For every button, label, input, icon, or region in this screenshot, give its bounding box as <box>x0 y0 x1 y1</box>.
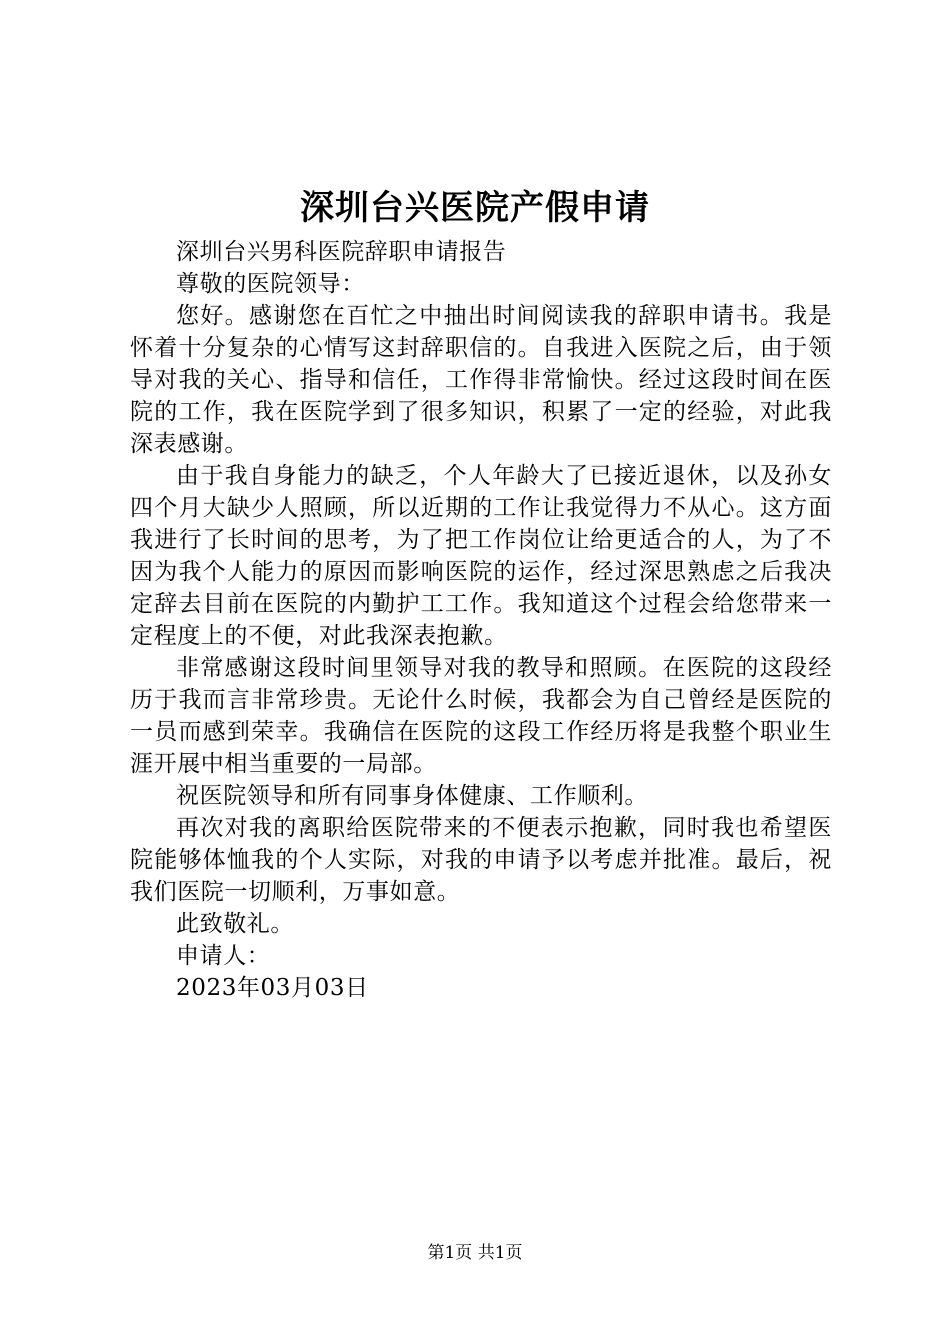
wishes-paragraph: 祝医院领导和所有同事身体健康、工作顺利。 <box>176 783 648 809</box>
subtitle-paragraph: 深圳台兴男科医院辞职申请报告 <box>176 239 507 265</box>
body-paragraph: 再次对我的离职给医院带来的不便表示抱歉，同时我也希望医院能够体恤我的个人实际，对我的申请予以考虑并批准。最后，祝我们医院一切顺利，万事如意。 <box>130 815 832 905</box>
body-paragraph: 由于我自身能力的缺乏，个人年龄大了已接近退休，以及孙女四个月大缺少人照顾，所以近期的工作让我觉得力不从心。这方面我进行了长时间的思考，为了把工作岗位让给更适合的人，为了不因为我个人能力的原因而影响医院的运作，经过深思熟虑之后我决定辞去目前在医院的内勤护工工作。我知道这个过程会给您带来一定程度上的不便，对此我深表抱歉。 <box>130 463 832 649</box>
salutation-paragraph: 尊敬的医院领导： <box>176 271 365 297</box>
body-paragraph: 非常感谢这段时间里领导对我的教导和照顾。在医院的这段经历于我而言非常珍贵。无论什么时候，我都会为自己曾经是医院的一员而感到荣幸。我确信在医院的这段工作经历将是我整个职业生涯开展中相当重要的一局部。 <box>130 655 832 777</box>
date-line: 2023年03月03日 <box>176 975 369 1001</box>
body-paragraph: 您好。感谢您在百忙之中抽出时间阅读我的辞职申请书。我是怀着十分复杂的心情写这封辞职信的。自我进入医院之后，由于领导对我的关心、指导和信任，工作得非常愉快。经过这段时间在医院的工作，我在医院学到了很多知识，积累了一定的经验，对此我深表感谢。 <box>130 303 832 457</box>
document-title: 深圳台兴医院产假申请 <box>300 188 650 228</box>
closing-paragraph: 此致敬礼。 <box>176 911 294 937</box>
document-body <box>130 236 832 1004</box>
applicant-label: 申请人： <box>176 943 271 969</box>
page-footer: 第1页 共1页 <box>427 1243 523 1263</box>
